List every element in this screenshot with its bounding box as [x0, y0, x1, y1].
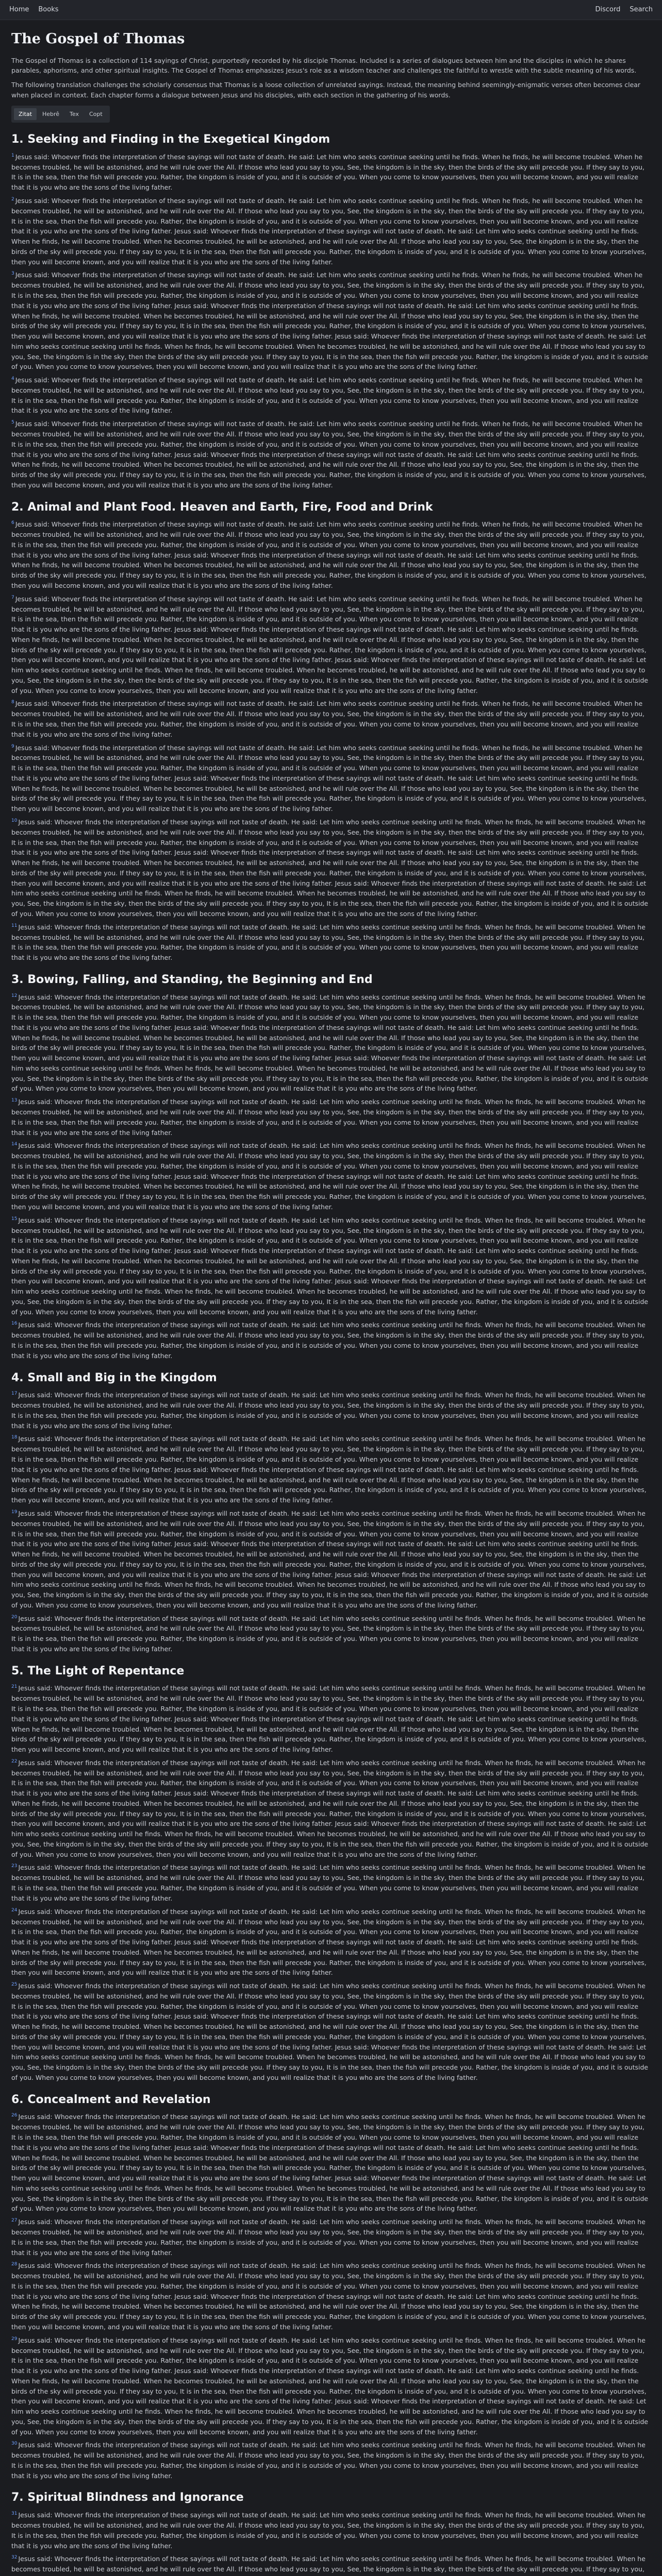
saying-paragraph: [11, 743, 651, 814]
saying-text: Jesus said: Whoever finds the interpretation of these sayings will not taste of death. He said: Let him who seeks continue seeking until he finds. When he finds, he will become troubled. When he becomes troubled, he will be astonished, and he will rule over the All. If those who lead you say to you, See, the kingdom is in the sky, then the birds of the sky will precede you. If they say to you, It is in the sea, then the fish will precede you. Rather, the kingdom is inside of you, and it is outside of you. When you come to know yourselves, then you will become known, and you will realize that it is you who are the sons of the living father.: [11, 1614, 646, 1653]
verse-number: 22: [11, 1758, 18, 1764]
saying-paragraph: [11, 2335, 651, 2437]
saying-paragraph: [11, 817, 651, 919]
nav-books-link[interactable]: Books: [38, 5, 59, 13]
verse-number: 19: [11, 1509, 18, 1515]
nav-home-link[interactable]: Home: [9, 5, 29, 13]
verse-number: 17: [11, 1391, 18, 1397]
verse-number: 6: [11, 520, 14, 526]
saying-text: Jesus said: Whoever finds the interpretation of these sayings will not taste of death. He said: Let him who seeks continue seeking until he finds. When he finds, he will become troubled. When he becomes troubled, he will be astonished, and he will rule over the All. If those who lead you say to you, See, the kingdom is in the sky, then the birds of the sky will precede you. If they say to you,: [11, 2555, 646, 2573]
saying-paragraph: [11, 1683, 651, 1754]
saying-text: Jesus said: Whoever finds the interpretation of these sayings will not taste of death. He said: Let him who seeks continue seeking until he finds. When he finds, he will become troubled. When he becomes troubled, he will be astonished, and he will rule over the All. If those who lead you say to you, See, the kingdom is in the sky, then the birds of the sky will precede you. If they say to you, It is in the sea, then the fish will precede you. Rather, the kingdom is inside of you, and it is outside of you. When you come to know yourselves, then you will become known, and you will realize that it is you who are the sons of the living father.: [11, 1321, 646, 1360]
verse-number: 5: [11, 420, 14, 426]
section-title: 2. Animal and Plant Food. Heaven and Earth, Fire, Food and Drink: [11, 500, 433, 514]
main-content: [0, 20, 662, 2576]
section-title: 4. Small and Big in the Kingdom: [11, 1371, 217, 1384]
saying-paragraph: [11, 1141, 651, 1212]
section-title: 5. The Light of Repentance: [11, 1664, 185, 1677]
saying-text: Jesus said: Whoever finds the interpretation of these sayings will not taste of death. He said: Let him who seeks continue seeking until he finds. When he finds, he will become troubled. When he becomes troubled, he will be astonished, and he will rule over the All. If those who lead you say to you, See, the kingdom is in the sky, then the birds of the sky will precede you. If they say to you, It is in the sea, then the fish will precede you. Rather, the kingdom is inside of you, and it is outside of you. When you come to know yourselves, then you will become known, and you will realize that it is you who are the sons of the living father. Jesus said: Whoever finds the interpretation of these sayings will not taste of death. He said: Let him who seeks continue seeking until he finds. When he finds, he will become troubled. When he becomes troubled, he will be astonished, and he will rule over the All. If those who lead you say to you, See, the kingdom is in the sky, then the birds of the sky will precede you. If they say to you, It is in the sea, then the fish will precede you. Rather, the kingdom is inside of you, and it is outside of you. When you come to know yourselves, then you will become known, and you will realize that it is you who are the sons of the living father.: [11, 1684, 647, 1754]
saying-paragraph: [11, 1907, 651, 1978]
saying-paragraph: [11, 1758, 651, 1860]
saying-paragraph: [11, 1862, 651, 1903]
verse-number: 14: [11, 1142, 18, 1147]
saying-paragraph: [11, 1215, 651, 1317]
verse-number: 23: [11, 1863, 18, 1869]
verse-number: 13: [11, 1098, 18, 1104]
verse-number: 24: [11, 1907, 18, 1913]
saying-text: Jesus said: Whoever finds the interpretation of these sayings will not taste of death. He said: Let him who seeks continue seeking until he finds. When he finds, he will become troubled. When he becomes troubled, he will be astonished, and he will rule over the All. If those who lead you say to you, See, the kingdom is in the sky, then the birds of the sky will precede you. If they say to you, It is in the sea, then the fish will precede you. Rather, the kingdom is inside of you, and it is outside of you. When you come to know yourselves, then you will become known, and you will realize that it is you who are the sons of the living father. Jesus said: Whoever finds the interpretation of these sayings will not taste of death. He said: Let him who seeks continue seeking until he finds. When he finds, he will become troubled. When he becomes troubled, he will be astonished, and he will rule over the All. If those who lead you say to you, See, the kingdom is in the sky, then the birds of the sky will precede you. If they say to you, It is in the sea, then the fish will precede you. Rather, the kingdom is inside of you, and it is outside of you. When you come to know yourselves, then you will become known, and you will realize that it is you who are the sons of the living father.: [11, 1435, 647, 1504]
translation-tabs: [11, 106, 110, 123]
saying-paragraph: [11, 419, 651, 490]
tab-tex[interactable]: Tex: [70, 110, 79, 117]
saying-text: Jesus said: Whoever finds the interpretation of these sayings will not taste of death. He said: Let him who seeks continue seeking until he finds. When he finds, he will become troubled. When he becomes troubled, he will be astonished, and he will rule over the All. If those who lead you say to you, See, the kingdom is in the sky, then the birds of the sky will precede you. If they say to you, It is in the sea, then the fish will precede you. Rather, the kingdom is inside of you, and it is outside of you. When you come to know yourselves, then you will become known, and you will realize that it is you who are the sons of the living father. Jesus said: Whoever finds the interpretation of these sayings will not taste of death. He said: Let him who seeks continue seeking until he finds. When he finds, he will become troubled. When he becomes troubled, he will be astonished, and he will rule over the All. If those who lead you say to you, See, the kingdom is in the sky, then the birds of the sky will precede you. If they say to you, It is in the sea, then the fish will precede you. Rather, the kingdom is inside of you, and it is outside of you. When you come to know yourselves, then you will become known, and you will realize that it is you who are the sons of the living father. Jesus said: Whoever finds the interpretation of these sayings will not taste of death. He said: Let him who seeks continue seeking until he finds. When he finds, he will become troubled. When he becomes troubled, he will be astonished, and he will rule over the All. If those who lead you say to you, See, the kingdom is in the sky, then the birds of the sky will precede you. If they say to you, It is in the sea, then the fish will precede you. Rather, the kingdom is inside of you, and it is outside of you. When you come to know yourselves, then you will become known, and you will realize that it is you who are the sons of the living father.: [11, 271, 649, 371]
section-title: 7. Spiritual Blindness and Ignorance: [11, 2491, 244, 2504]
verse-number: 16: [11, 1321, 18, 1327]
verse-number: 21: [11, 1684, 18, 1690]
verse-number: 15: [11, 1216, 18, 1222]
verse-number: 32: [11, 2555, 18, 2561]
saying-text: Jesus said: Whoever finds the interpretation of these sayings will not taste of death. He said: Let him who seeks continue seeking until he finds. When he finds, he will become troubled. When he becomes troubled, he will be astonished, and he will rule over the All. If those who lead you say to you, See, the kingdom is in the sky, then the birds of the sky will precede you. If they say to you, It is in the sea, then the fish will precede you. Rather, the kingdom is inside of you, and it is outside of you. When you come to know yourselves, then you will become known, and you will realize that it is you who are the sons of the living father. Jesus said: Whoever finds the interpretation of these sayings will not taste of death. He said: Let him who seeks continue seeking until he finds. When he finds, he will become troubled. When he becomes troubled, he will be astonished, and he will rule over the All. If those who lead you say to you, See, the kingdom is in the sky, then the birds of the sky will precede you. If they say to you, It is in the sea, then the fish will precede you. Rather, the kingdom is inside of you, and it is outside of you. When you come to know yourselves, then you will become known, and you will realize that it is you who are the sons of the living father.: [11, 197, 647, 266]
saying-text: Jesus said: Whoever finds the interpretation of these sayings will not taste of death. He said: Let him who seeks continue seeking until he finds. When he finds, he will become troubled. When he becomes troubled, he will be astonished, and he will rule over the All. If those who lead you say to you, See, the kingdom is in the sky, then the birds of the sky will precede you. If they say to you, It is in the sea, then the fish will precede you. Rather, the kingdom is inside of you, and it is outside of you. When you come to know yourselves, then you will become known, and you will realize that it is you who are the sons of the living father. Jesus said: Whoever finds the interpretation of these sayings will not taste of death. He said: Let him who seeks continue seeking until he finds. When he finds, he will become troubled. When he becomes troubled, he will be astonished, and he will rule over the All. If those who lead you say to you, See, the kingdom is in the sky, then the birds of the sky will precede you. If they say to you, It is in the sea, then the fish will precede you. Rather, the kingdom is inside of you, and it is outside of you. When you come to know yourselves, then you will become known, and you will realize that it is you who are the sons of the living father. Jesus said: Whoever finds the interpretation of these sayings will not taste of death. He said: Let him who seeks continue seeking until he finds. When he finds, he will become troubled. When he becomes troubled, he will be astonished, and he will rule over the All. If those who lead you say to you, See, the kingdom is in the sky, then the birds of the sky will precede you. If they say to you, It is in the sea, then the fish will precede you. Rather, the kingdom is inside of you, and it is outside of you. When you come to know yourselves, then you will become known, and you will realize that it is you who are the sons of the living father.: [11, 993, 649, 1093]
saying-text: Jesus said: Whoever finds the interpretation of these sayings will not taste of death. He said: Let him who seeks continue seeking until he finds. When he finds, he will become troubled. When he becomes troubled, he will be astonished, and he will rule over the All. If those who lead you say to you, See, the kingdom is in the sky, then the birds of the sky will precede you. If they say to you, It is in the sea, then the fish will precede you. Rather, the kingdom is inside of you, and it is outside of you. When you come to know yourselves, then you will become known, and you will realize that it is you who are the sons of the living father. Jesus said: Whoever finds the interpretation of these sayings will not taste of death. He said: Let him who seeks continue seeking until he finds. When he finds, he will become troubled. When he becomes troubled, he will be astonished, and he will rule over the All. If those who lead you say to you, See, the kingdom is in the sky, then the birds of the sky will precede you. If they say to you, It is in the sea, then the fish will precede you. Rather, the kingdom is inside of you, and it is outside of you. When you come to know yourselves, then you will become known, and you will realize that it is you who are the sons of the living father. Jesus said: Whoever finds the interpretation of these sayings will not taste of death. He said: Let him who seeks continue seeking until he finds. When he finds, he will become troubled. When he becomes troubled, he will be astonished, and he will rule over the All. If those who lead you say to you, See, the kingdom is in the sky, then the birds of the sky will precede you. If they say to you, It is in the sea, then the fish will precede you. Rather, the kingdom is inside of you, and it is outside of you. When you come to know yourselves, then you will become known, and you will realize that it is you who are the sons of the living father.: [11, 1758, 649, 1858]
saying-paragraph: [11, 594, 651, 696]
section-title: 3. Bowing, Falling, and Standing, the Beginning and End: [11, 973, 373, 986]
verse-number: 18: [11, 1435, 18, 1440]
page-title: The Gospel of Thomas: [11, 31, 185, 47]
saying-text: Jesus said: Whoever finds the interpretation of these sayings will not taste of death. He said: Let him who seeks continue seeking until he finds. When he finds, he will become troubled. When he becomes troubled, he will be astonished, and he will rule over the All. If those who lead you say to you, See, the kingdom is in the sky, then the birds of the sky will precede you. If they say to you, It is in the sea, then the fish will precede you. Rather, the kingdom is inside of you, and it is outside of you. When you come to know yourselves, then you will become known, and you will realize that it is you who are the sons of the living father. Jesus said: Whoever finds the interpretation of these sayings will not taste of death. He said: Let him who seeks continue seeking until he finds. When he finds, he will become troubled. When he becomes troubled, he will be astonished, and he will rule over the All. If those who lead you say to you, See, the kingdom is in the sky, then the birds of the sky will precede you. If they say to you, It is in the sea, then the fish will precede you. Rather, the kingdom is inside of you, and it is outside of you. When you come to know yourselves, then you will become known, and you will realize that it is you who are the sons of the living father.: [11, 2262, 647, 2331]
saying-text: Jesus said: Whoever finds the interpretation of these sayings will not taste of death. He said: Let him who seeks continue seeking until he finds. When he finds, he will become troubled. When he becomes troubled, he will be astonished, and he will rule over the All. If those who lead you say to you, See, the kingdom is in the sky, then the birds of the sky will precede you. If they say to you, It is in the sea, then the fish will precede you. Rather, the kingdom is inside of you, and it is outside of you. When you come to know yourselves, then you will become known, and you will realize that it is you who are the sons of the living father. Jesus said: Whoever finds the interpretation of these sayings will not taste of death. He said: Let him who seeks continue seeking until he finds. When he finds, he will become troubled. When he becomes troubled, he will be astonished, and he will rule over the All. If those who lead you say to you, See, the kingdom is in the sky, then the birds of the sky will precede you. If they say to you, It is in the sea, then the fish will precede you. Rather, the kingdom is inside of you, and it is outside of you. When you come to know yourselves, then you will become known, and you will realize that it is you who are the sons of the living father.: [11, 520, 647, 589]
verse-number: 7: [11, 595, 14, 600]
saying-paragraph: [11, 2510, 651, 2551]
nav-right: [595, 5, 653, 15]
saying-text: Jesus said: Whoever finds the interpretation of these sayings will not taste of death. He said: Let him who seeks continue seeking until he finds. When he finds, he will become troubled. When he becomes troubled, he will be astonished, and he will rule over the All. If those who lead you say to you, See, the kingdom is in the sky, then the birds of the sky will precede you. If they say to you, It is in the sea, then the fish will precede you. Rather, the kingdom is inside of you, and it is outside of you. When you come to know yourselves, then you will become known, and you will realize that it is you who are the sons of the living father. Jesus said: Whoever finds the interpretation of these sayings will not taste of death. He said: Let him who seeks continue seeking until he finds. When he finds, he will become troubled. When he becomes troubled, he will be astonished, and he will rule over the All. If those who lead you say to you, See, the kingdom is in the sky, then the birds of the sky will precede you. If they say to you, It is in the sea, then the fish will precede you. Rather, the kingdom is inside of you, and it is outside of you. When you come to know yourselves, then you will become known, and you will realize that it is you who are the sons of the living father. Jesus said: Whoever finds the interpretation of these sayings will not taste of death. He said: Let him who seeks continue seeking until he finds. When he finds, he will become troubled. When he becomes troubled, he will be astonished, and he will rule over the All. If those who lead you say to you, See, the kingdom is in the sky, then the birds of the sky will precede you. If they say to you, It is in the sea, then the fish will precede you. Rather, the kingdom is inside of you, and it is outside of you. When you come to know yourselves, then you will become known, and you will realize that it is you who are the sons of the living father.: [11, 2336, 649, 2436]
verse-number: 29: [11, 2336, 18, 2342]
saying-text: Jesus said: Whoever finds the interpretation of these sayings will not taste of death. He said: Let him who seeks continue seeking until he finds. When he finds, he will become troubled. When he becomes troubled, he will be astonished, and he will rule over the All. If those who lead you say to you, See, the kingdom is in the sky, then the birds of the sky will precede you. If they say to you, It is in the sea, then the fish will precede you. Rather, the kingdom is inside of you, and it is outside of you. When you come to know yourselves, then you will become known, and you will realize that it is you who are the sons of the living father.: [11, 2441, 646, 2480]
verse-number: 9: [11, 743, 14, 749]
saying-text: Jesus said: Whoever finds the interpretation of these sayings will not taste of death. He said: Let him who seeks continue seeking until he finds. When he finds, he will become troubled. When he becomes troubled, he will be astonished, and he will rule over the All. If those who lead you say to you, See, the kingdom is in the sky, then the birds of the sky will precede you. If they say to you, It is in the sea, then the fish will precede you. Rather, the kingdom is inside of you, and it is outside of you. When you come to know yourselves, then you will become known, and you will realize that it is you who are the sons of the living father. Jesus said: Whoever finds the interpretation of these sayings will not taste of death. He said: Let him who seeks continue seeking until he finds. When he finds, he will become troubled. When he becomes troubled, he will be astonished, and he will rule over the All. If those who lead you say to you, See, the kingdom is in the sky, then the birds of the sky will precede you. If they say to you, It is in the sea, then the fish will precede you. Rather, the kingdom is inside of you, and it is outside of you. When you come to know yourselves, then you will become known, and you will realize that it is you who are the sons of the living father.: [11, 1907, 647, 1977]
saying-text: Jesus said: Whoever finds the interpretation of these sayings will not taste of death. He said: Let him who seeks continue seeking until he finds. When he finds, he will become troubled. When he becomes troubled, he will be astonished, and he will rule over the All. If those who lead you say to you, See, the kingdom is in the sky, then the birds of the sky will precede you. If they say to you, It is in the sea, then the fish will precede you. Rather, the kingdom is inside of you, and it is outside of you. When you come to know yourselves, then you will become known, and you will realize that it is you who are the sons of the living father.: [11, 2511, 646, 2550]
saying-text: Jesus said: Whoever finds the interpretation of these sayings will not taste of death. He said: Let him who seeks continue seeking until he finds. When he finds, he will become troubled. When he becomes troubled, he will be astonished, and he will rule over the All. If those who lead you say to you, See, the kingdom is in the sky, then the birds of the sky will precede you. If they say to you, It is in the sea, then the fish will precede you. Rather, the kingdom is inside of you, and it is outside of you. When you come to know yourselves, then you will become known, and you will realize that it is you who are the sons of the living father. Jesus said: Whoever finds the interpretation of these sayings will not taste of death. He said: Let him who seeks continue seeking until he finds. When he finds, he will become troubled. When he becomes troubled, he will be astonished, and he will rule over the All. If those who lead you say to you, See, the kingdom is in the sky, then the birds of the sky will precede you. If they say to you, It is in the sea, then the fish will precede you. Rather, the kingdom is inside of you, and it is outside of you. When you come to know yourselves, then you will become known, and you will realize that it is you who are the sons of the living father. Jesus said: Whoever finds the interpretation of these sayings will not taste of death. He said: Let him who seeks continue seeking until he finds. When he finds, he will become troubled. When he becomes troubled, he will be astonished, and he will rule over the All. If those who lead you say to you, See, the kingdom is in the sky, then the birds of the sky will precede you. If they say to you, It is in the sea, then the fish will precede you. Rather, the kingdom is inside of you, and it is outside of you. When you come to know yourselves, then you will become known, and you will realize that it is you who are the sons of the living father.: [11, 595, 649, 694]
top-nav-bar: [0, 0, 662, 20]
saying-paragraph: [11, 375, 651, 416]
verse-number: 30: [11, 2441, 18, 2447]
verse-number: 1: [11, 152, 14, 158]
saying-paragraph: [11, 2217, 651, 2258]
saying-text: Jesus said: Whoever finds the interpretation of these sayings will not taste of death. He said: Let him who seeks continue seeking until he finds. When he finds, he will become troubled. When he becomes troubled, he will be astonished, and he will rule over the All. If those who lead you say to you, See, the kingdom is in the sky, then the birds of the sky will precede you. If they say to you, It is in the sea, then the fish will precede you. Rather, the kingdom is inside of you, and it is outside of you. When you come to know yourselves, then you will become known, and you will realize that it is you who are the sons of the living father. Jesus said: Whoever finds the interpretation of these sayings will not taste of death. He said: Let him who seeks continue seeking until he finds. When he finds, he will become troubled. When he becomes troubled, he will be astonished, and he will rule over the All. If those who lead you say to you, See, the kingdom is in the sky, then the birds of the sky will precede you. If they say to you, It is in the sea, then the fish will precede you. Rather, the kingdom is inside of you, and it is outside of you. When you come to know yourselves, then you will become known, and you will realize that it is you who are the sons of the living father.: [11, 420, 647, 489]
section-title: 6. Concealment and Revelation: [11, 2093, 211, 2106]
sections-container: [11, 131, 651, 2576]
saying-text: Jesus said: Whoever finds the interpretation of these sayings will not taste of death. He said: Let him who seeks continue seeking until he finds. When he finds, he will become troubled. When he becomes troubled, he will be astonished, and he will rule over the All. If those who lead you say to you, See, the kingdom is in the sky, then the birds of the sky will precede you. If they say to you, It is in the sea, then the fish will precede you. Rather, the kingdom is inside of you, and it is outside of you. When you come to know yourselves, then you will become known, and you will realize that it is you who are the sons of the living father. Jesus said: Whoever finds the interpretation of these sayings will not taste of death. He said: Let him who seeks continue seeking until he finds. When he finds, he will become troubled. When he becomes troubled, he will be astonished, and he will rule over the All. If those who lead you say to you, See, the kingdom is in the sky, then the birds of the sky will precede you. If they say to you, It is in the sea, then the fish will precede you. Rather, the kingdom is inside of you, and it is outside of you. When you come to know yourselves, then you will become known, and you will realize that it is you who are the sons of the living father. Jesus said: Whoever finds the interpretation of these sayings will not taste of death. He said: Let him who seeks continue seeking until he finds. When he finds, he will become troubled. When he becomes troubled, he will be astonished, and he will rule over the All. If those who lead you say to you, See, the kingdom is in the sky, then the birds of the sky will precede you. If they say to you, It is in the sea, then the fish will precede you. Rather, the kingdom is inside of you, and it is outside of you. When you come to know yourselves, then you will become known, and you will realize that it is you who are the sons of the living father.: [11, 1510, 649, 1609]
saying-text: Jesus said: Whoever finds the interpretation of these sayings will not taste of death. He said: Let him who seeks continue seeking until he finds. When he finds, he will become troubled. When he becomes troubled, he will be astonished, and he will rule over the All. If those who lead you say to you, See, the kingdom is in the sky, then the birds of the sky will precede you. If they say to you, It is in the sea, then the fish will precede you. Rather, the kingdom is inside of you, and it is outside of you. When you come to know yourselves, then you will become known, and you will realize that it is you who are the sons of the living father.: [11, 1098, 646, 1137]
tab-zitat[interactable]: Zitat: [14, 108, 37, 120]
saying-paragraph: [11, 1981, 651, 2083]
saying-paragraph: [11, 152, 651, 193]
saying-paragraph: [11, 270, 651, 372]
saying-text: Jesus said: Whoever finds the interpretation of these sayings will not taste of death. He said: Let him who seeks continue seeking until he finds. When he finds, he will become troubled. When he becomes troubled, he will be astonished, and he will rule over the All. If those who lead you say to you, See, the kingdom is in the sky, then the birds of the sky will precede you. If they say to you, It is in the sea, then the fish will precede you. Rather, the kingdom is inside of you, and it is outside of you. When you come to know yourselves, then you will become known, and you will realize that it is you who are the sons of the living father. Jesus said: Whoever finds the interpretation of these sayings will not taste of death. He said: Let him who seeks continue seeking until he finds. When he finds, he will become troubled. When he becomes troubled, he will be astonished, and he will rule over the All. If those who lead you say to you, See, the kingdom is in the sky, then the birds of the sky will precede you. If they say to you, It is in the sea, then the fish will precede you. Rather, the kingdom is inside of you, and it is outside of you. When you come to know yourselves, then you will become known, and you will realize that it is you who are the sons of the living father. Jesus said: Whoever finds the interpretation of these sayings will not taste of death. He said: Let him who seeks continue seeking until he finds. When he finds, he will become troubled. When he becomes troubled, he will be astonished, and he will rule over the All. If those who lead you say to you, See, the kingdom is in the sky, then the birds of the sky will precede you. If they say to you, It is in the sea, then the fish will precede you. Rather, the kingdom is inside of you, and it is outside of you. When you come to know yourselves, then you will become known, and you will realize that it is you who are the sons of the living father.: [11, 818, 649, 918]
verse-number: 11: [11, 923, 18, 928]
intro-paragraph: The following translation challenges the scholarly consensus that Thomas is a loose collection of unrelated sayings. Instead, the meaning behind seemingly-enigmatic verses often becomes clear when placed in context. Each chapter forms a dialogue between Jesus and his disciples, with each section in the gathering of his words.: [11, 81, 641, 99]
saying-paragraph: [11, 1390, 651, 1431]
saying-paragraph: [11, 1509, 651, 1611]
saying-paragraph: [11, 1320, 651, 1361]
verse-number: 8: [11, 700, 14, 705]
saying-paragraph: [11, 2261, 651, 2332]
verse-number: 31: [11, 2511, 18, 2517]
verse-number: 25: [11, 1982, 18, 1988]
saying-text: Jesus said: Whoever finds the interpretation of these sayings will not taste of death. He said: Let him who seeks continue seeking until he finds. When he finds, he will become troubled. When he becomes troubled, he will be astonished, and he will rule over the All. If those who lead you say to you, See, the kingdom is in the sky, then the birds of the sky will precede you. If they say to you, It is in the sea, then the fish will precede you. Rather, the kingdom is inside of you, and it is outside of you. When you come to know yourselves, then you will become known, and you will realize that it is you who are the sons of the living father.: [11, 923, 646, 961]
saying-text: Jesus said: Whoever finds the interpretation of these sayings will not taste of death. He said: Let him who seeks continue seeking until he finds. When he finds, he will become troubled. When he becomes troubled, he will be astonished, and he will rule over the All. If those who lead you say to you, See, the kingdom is in the sky, then the birds of the sky will precede you. If they say to you, It is in the sea, then the fish will precede you. Rather, the kingdom is inside of you, and it is outside of you. When you come to know yourselves, then you will become known, and you will realize that it is you who are the sons of the living father. Jesus said: Whoever finds the interpretation of these sayings will not taste of death. He said: Let him who seeks continue seeking until he finds. When he finds, he will become troubled. When he becomes troubled, he will be astonished, and he will rule over the All. If those who lead you say to you, See, the kingdom is in the sky, then the birds of the sky will precede you. If they say to you, It is in the sea, then the fish will precede you. Rather, the kingdom is inside of you, and it is outside of you. When you come to know yourselves, then you will become known, and you will realize that it is you who are the sons of the living father. Jesus said: Whoever finds the interpretation of these sayings will not taste of death. He said: Let him who seeks continue seeking until he finds. When he finds, he will become troubled. When he becomes troubled, he will be astonished, and he will rule over the All. If those who lead you say to you, See, the kingdom is in the sky, then the birds of the sky will precede you. If they say to you, It is in the sea, then the fish will precede you. Rather, the kingdom is inside of you, and it is outside of you. When you come to know yourselves, then you will become known, and you will realize that it is you who are the sons of the living father.: [11, 1982, 649, 2081]
verse-number: 4: [11, 376, 14, 381]
saying-paragraph: [11, 922, 651, 963]
saying-paragraph: [11, 1434, 651, 1505]
verse-number: 20: [11, 1614, 18, 1620]
nav-search-link[interactable]: Search: [630, 5, 653, 13]
saying-paragraph: [11, 519, 651, 590]
saying-paragraph: [11, 2440, 651, 2481]
section-title: 1. Seeking and Finding in the Exegetical Kingdom: [11, 133, 330, 146]
verse-number: 26: [11, 2113, 18, 2119]
saying-text: Jesus said: Whoever finds the interpretation of these sayings will not taste of death. He said: Let him who seeks continue seeking until he finds. When he finds, he will become troubled. When he becomes troubled, he will be astonished, and he will rule over the All. If those who lead you say to you, See, the kingdom is in the sky, then the birds of the sky will precede you. If they say to you, It is in the sea, then the fish will precede you. Rather, the kingdom is inside of you, and it is outside of you. When you come to know yourselves, then you will become known, and you will realize that it is you who are the sons of the living father.: [11, 1863, 646, 1902]
saying-text: Jesus said: Whoever finds the interpretation of these sayings will not taste of death. He said: Let him who seeks continue seeking until he finds. When he finds, he will become troubled. When he becomes troubled, he will be astonished, and he will rule over the All. If those who lead you say to you, See, the kingdom is in the sky, then the birds of the sky will precede you. If they say to you, It is in the sea, then the fish will precede you. Rather, the kingdom is inside of you, and it is outside of you. When you come to know yourselves, then you will become known, and you will realize that it is you who are the sons of the living father. Jesus said: Whoever finds the interpretation of these sayings will not taste of death. He said: Let him who seeks continue seeking until he finds. When he finds, he will become troubled. When he becomes troubled, he will be astonished, and he will rule over the All. If those who lead you say to you, See, the kingdom is in the sky, then the birds of the sky will precede you. If they say to you, It is in the sea, then the fish will precede you. Rather, the kingdom is inside of you, and it is outside of you. When you come to know yourselves, then you will become known, and you will realize that it is you who are the sons of the living father. Jesus said: Whoever finds the interpretation of these sayings will not taste of death. He said: Let him who seeks continue seeking until he finds. When he finds, he will become troubled. When he becomes troubled, he will be astonished, and he will rule over the All. If those who lead you say to you, See, the kingdom is in the sky, then the birds of the sky will precede you. If they say to you, It is in the sea, then the fish will precede you. Rather, the kingdom is inside of you, and it is outside of you. When you come to know yourselves, then you will become known, and you will realize that it is you who are the sons of the living father.: [11, 1216, 649, 1316]
tab-copt[interactable]: Copt: [89, 110, 103, 117]
tab-hebre[interactable]: Hebrê: [42, 110, 60, 117]
saying-paragraph: [11, 699, 651, 739]
verse-number: 2: [11, 196, 14, 202]
saying-text: Jesus said: Whoever finds the interpretation of these sayings will not taste of death. He said: Let him who seeks continue seeking until he finds. When he finds, he will become troubled. When he becomes troubled, he will be astonished, and he will rule over the All. If those who lead you say to you, See, the kingdom is in the sky, then the birds of the sky will precede you. If they say to you, It is in the sea, then the fish will precede you. Rather, the kingdom is inside of you, and it is outside of you. When you come to know yourselves, then you will become known, and you will realize that it is you who are the sons of the living father.: [11, 700, 645, 738]
saying-paragraph: [11, 2112, 651, 2214]
saying-paragraph: [11, 1097, 651, 1138]
saying-paragraph: [11, 196, 651, 267]
nav-discord-link[interactable]: Discord: [595, 5, 621, 13]
verse-number: 12: [11, 993, 18, 998]
verse-number: 28: [11, 2262, 18, 2267]
saying-text: Jesus said: Whoever finds the interpretation of these sayings will not taste of death. He said: Let him who seeks continue seeking until he finds. When he finds, he will become troubled. When he becomes troubled, he will be astonished, and he will rule over the All. If those who lead you say to you, See, the kingdom is in the sky, then the birds of the sky will precede you. If they say to you, It is in the sea, then the fish will precede you. Rather, the kingdom is inside of you, and it is outside of you. When you come to know yourselves, then you will become known, and you will realize that it is you who are the sons of the living father.: [11, 376, 645, 415]
saying-paragraph: [11, 2554, 651, 2576]
nav-left: [9, 5, 59, 15]
saying-paragraph: [11, 1614, 651, 1654]
intro-paragraph: The Gospel of Thomas is a collection of 114 sayings of Christ, purportedly recorded by his disciple Thomas. Included is a series of dialogues between him and the disciples in which he shares parables, aphorisms, and other spiritual insights. The Gospel of Thomas emphasizes Jesus's role as a wisdom teacher and challenges the faithful to wrestle with the subtle meaning of his words.: [11, 56, 637, 75]
saying-text: Jesus said: Whoever finds the interpretation of these sayings will not taste of death. He said: Let him who seeks continue seeking until he finds. When he finds, he will become troubled. When he becomes troubled, he will be astonished, and he will rule over the All. If those who lead you say to you, See, the kingdom is in the sky, then the birds of the sky will precede you. If they say to you, It is in the sea, then the fish will precede you. Rather, the kingdom is inside of you, and it is outside of you. When you come to know yourselves, then you will become known, and you will realize that it is you who are the sons of the living father.: [11, 152, 645, 192]
verse-number: 27: [11, 2218, 18, 2224]
verse-number: 10: [11, 818, 18, 823]
saying-text: Jesus said: Whoever finds the interpretation of these sayings will not taste of death. He said: Let him who seeks continue seeking until he finds. When he finds, he will become troubled. When he becomes troubled, he will be astonished, and he will rule over the All. If those who lead you say to you, See, the kingdom is in the sky, then the birds of the sky will precede you. If they say to you, It is in the sea, then the fish will precede you. Rather, the kingdom is inside of you, and it is outside of you. When you come to know yourselves, then you will become known, and you will realize that it is you who are the sons of the living father.: [11, 1391, 646, 1430]
verse-number: 3: [11, 271, 14, 277]
saying-paragraph: [11, 992, 651, 1094]
saying-text: Jesus said: Whoever finds the interpretation of these sayings will not taste of death. He said: Let him who seeks continue seeking until he finds. When he finds, he will become troubled. When he becomes troubled, he will be astonished, and he will rule over the All. If those who lead you say to you, See, the kingdom is in the sky, then the birds of the sky will precede you. If they say to you, It is in the sea, then the fish will precede you. Rather, the kingdom is inside of you, and it is outside of you. When you come to know yourselves, then you will become known, and you will realize that it is you who are the sons of the living father. Jesus said: Whoever finds the interpretation of these sayings will not taste of death. He said: Let him who seeks continue seeking until he finds. When he finds, he will become troubled. When he becomes troubled, he will be astonished, and he will rule over the All. If those who lead you say to you, See, the kingdom is in the sky, then the birds of the sky will precede you. If they say to you, It is in the sea, then the fish will precede you. Rather, the kingdom is inside of you, and it is outside of you. When you come to know yourselves, then you will become known, and you will realize that it is you who are the sons of the living father.: [11, 1142, 647, 1211]
intro: [11, 56, 651, 100]
saying-text: Jesus said: Whoever finds the interpretation of these sayings will not taste of death. He said: Let him who seeks continue seeking until he finds. When he finds, he will become troubled. When he becomes troubled, he will be astonished, and he will rule over the All. If those who lead you say to you, See, the kingdom is in the sky, then the birds of the sky will precede you. If they say to you, It is in the sea, then the fish will precede you. Rather, the kingdom is inside of you, and it is outside of you. When you come to know yourselves, then you will become known, and you will realize that it is you who are the sons of the living father. Jesus said: Whoever finds the interpretation of these sayings will not taste of death. He said: Let him who seeks continue seeking until he finds. When he finds, he will become troubled. When he becomes troubled, he will be astonished, and he will rule over the All. If those who lead you say to you, See, the kingdom is in the sky, then the birds of the sky will precede you. If they say to you, It is in the sea, then the fish will precede you. Rather, the kingdom is inside of you, and it is outside of you. When you come to know yourselves, then you will become known, and you will realize that it is you who are the sons of the living father. Jesus said: Whoever finds the interpretation of these sayings will not taste of death. He said: Let him who seeks continue seeking until he finds. When he finds, he will become troubled. When he becomes troubled, he will be astonished, and he will rule over the All. If those who lead you say to you, See, the kingdom is in the sky, then the birds of the sky will precede you. If they say to you, It is in the sea, then the fish will precede you. Rather, the kingdom is inside of you, and it is outside of you. When you come to know yourselves, then you will become known, and you will realize that it is you who are the sons of the living father.: [11, 2113, 649, 2213]
saying-text: Jesus said: Whoever finds the interpretation of these sayings will not taste of death. He said: Let him who seeks continue seeking until he finds. When he finds, he will become troubled. When he becomes troubled, he will be astonished, and he will rule over the All. If those who lead you say to you, See, the kingdom is in the sky, then the birds of the sky will precede you. If they say to you, It is in the sea, then the fish will precede you. Rather, the kingdom is inside of you, and it is outside of you. When you come to know yourselves, then you will become known, and you will realize that it is you who are the sons of the living father. Jesus said: Whoever finds the interpretation of these sayings will not taste of death. He said: Let him who seeks continue seeking until he finds. When he finds, he will become troubled. When he becomes troubled, he will be astonished, and he will rule over the All. If those who lead you say to you, See, the kingdom is in the sky, then the birds of the sky will precede you. If they say to you, It is in the sea, then the fish will precede you. Rather, the kingdom is inside of you, and it is outside of you. When you come to know yourselves, then you will become known, and you will realize that it is you who are the sons of the living father.: [11, 743, 647, 813]
saying-text: Jesus said: Whoever finds the interpretation of these sayings will not taste of death. He said: Let him who seeks continue seeking until he finds. When he finds, he will become troubled. When he becomes troubled, he will be astonished, and he will rule over the All. If those who lead you say to you, See, the kingdom is in the sky, then the birds of the sky will precede you. If they say to you, It is in the sea, then the fish will precede you. Rather, the kingdom is inside of you, and it is outside of you. When you come to know yourselves, then you will become known, and you will realize that it is you who are the sons of the living father.: [11, 2218, 646, 2257]
